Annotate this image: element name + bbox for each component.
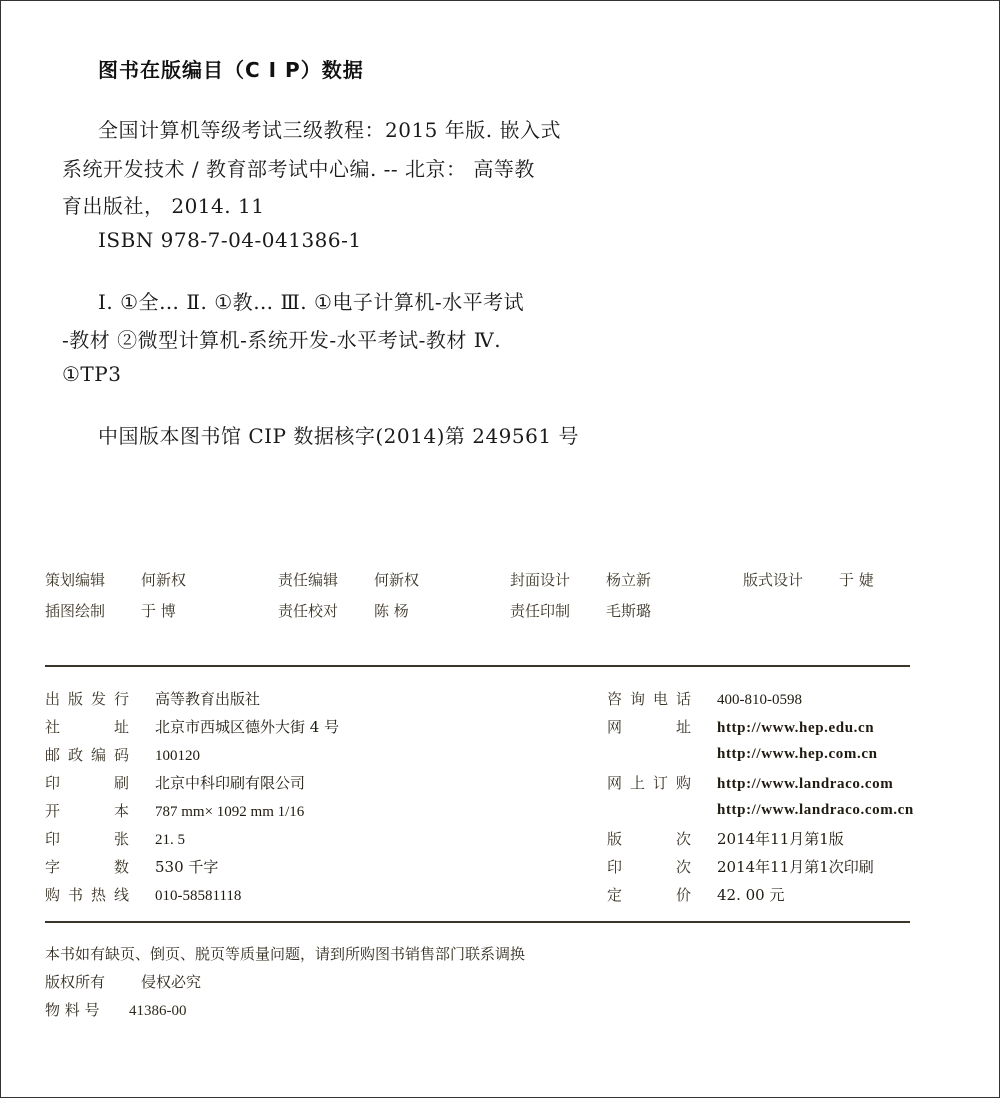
- info-value: 北京市西城区德外大街 4 号: [155, 718, 340, 736]
- credit-label: 策划编辑: [45, 571, 106, 589]
- info-label: 网上订购: [607, 774, 691, 792]
- classification-line-3: ①TP3: [62, 362, 122, 386]
- copyright-line: [45, 971, 201, 992]
- classification-line-1: Ⅰ. ①全… Ⅱ. ①教… Ⅲ. ①电子计算机-水平考试: [98, 290, 525, 314]
- order-link[interactable]: http://www.landraco.com: [717, 776, 894, 792]
- info-label: 出版发行: [45, 690, 129, 708]
- credit-value: 于 博: [141, 602, 176, 620]
- cip-title: 图书在版编目（C I P）数据: [98, 58, 364, 82]
- material-number-line: [45, 999, 187, 1020]
- info-sheets: [45, 828, 185, 849]
- info-label: 咨询电话: [607, 690, 691, 708]
- credit-value: 杨立新: [606, 571, 652, 589]
- info-price: [607, 884, 784, 905]
- credit-label: 责任编辑: [278, 571, 339, 589]
- credit-value: 何新权: [374, 571, 420, 589]
- info-label: 社址: [45, 718, 129, 736]
- info-printing: [607, 856, 874, 877]
- info-label: 邮政编码: [45, 746, 129, 764]
- credit-label: 责任校对: [278, 602, 339, 620]
- credit-illustration: [45, 600, 176, 621]
- cip-verification: 中国版本图书馆 CIP 数据核字(2014)第 249561 号: [98, 424, 579, 448]
- info-label: 购书热线: [45, 886, 129, 904]
- info-word-count: [45, 856, 218, 877]
- info-online-order: [607, 772, 893, 793]
- material-label: 物 料 号: [45, 1001, 100, 1019]
- info-consult-phone: [607, 688, 802, 709]
- classification-line-2: -教材 ②微型计算机-系统开发-水平考试-教材 Ⅳ.: [62, 328, 502, 352]
- info-label: 印次: [607, 858, 691, 876]
- info-publisher: [45, 688, 260, 709]
- info-label: 定价: [607, 886, 691, 904]
- isbn: ISBN 978-7-04-041386-1: [98, 228, 362, 252]
- info-label: 印刷: [45, 774, 129, 792]
- info-edition: [607, 828, 844, 849]
- credit-proofreading: [278, 600, 409, 621]
- credit-cover-design: [510, 569, 651, 590]
- info-postcode: [45, 744, 200, 765]
- credit-value: 毛斯璐: [606, 602, 652, 620]
- website-link[interactable]: http://www.hep.com.cn: [717, 746, 878, 762]
- info-online-order-alt: [607, 800, 914, 819]
- cip-line-1: 全国计算机等级考试三级教程：2015 年版. 嵌入式: [98, 118, 561, 142]
- order-link[interactable]: http://www.landraco.com.cn: [717, 802, 914, 818]
- info-value: 2014年11月第1次印刷: [717, 858, 874, 876]
- info-value: 787 mm× 1092 mm 1/16: [155, 804, 305, 820]
- credit-layout-design: [743, 569, 874, 590]
- info-value: 530 千字: [155, 858, 219, 876]
- credit-value: 何新权: [141, 571, 187, 589]
- info-value: 北京中科印刷有限公司: [155, 774, 306, 792]
- website-link[interactable]: http://www.hep.edu.cn: [717, 720, 875, 736]
- divider-bottom: [45, 921, 910, 923]
- info-value: 400-810-0598: [717, 692, 802, 708]
- info-value: 2014年11月第1版: [717, 830, 844, 848]
- cip-line-3: 育出版社， 2014. 11: [62, 194, 265, 218]
- copyright-value: 侵权必究: [141, 973, 202, 991]
- info-website: [607, 716, 874, 737]
- info-label: 印张: [45, 830, 129, 848]
- info-format: [45, 800, 304, 821]
- credit-label: 版式设计: [743, 571, 804, 589]
- divider-top: [45, 665, 910, 667]
- credit-planning-editor: [45, 569, 186, 590]
- credit-label: 插图绘制: [45, 602, 106, 620]
- info-value: 高等教育出版社: [155, 690, 261, 708]
- info-website-alt: [607, 744, 878, 763]
- info-value: 010-58581118: [155, 888, 242, 904]
- credit-responsible-editor: [278, 569, 419, 590]
- info-value: 100120: [155, 748, 200, 764]
- credit-printing-manager: [510, 600, 651, 621]
- credit-label: 责任印制: [510, 602, 571, 620]
- info-label: 字数: [45, 858, 129, 876]
- info-hotline: [45, 884, 241, 905]
- price-value: 42. 00 元: [717, 886, 785, 904]
- info-value: 21. 5: [155, 832, 185, 848]
- cip-line-2: 系统开发技术 / 教育部考试中心编. -- 北京： 高等教: [62, 157, 535, 181]
- info-label: 开本: [45, 802, 129, 820]
- copyright-label: 版权所有: [45, 973, 106, 991]
- info-label: 网址: [607, 718, 691, 736]
- info-address: [45, 716, 339, 737]
- info-printer: [45, 772, 305, 793]
- credit-value: 于 婕: [839, 571, 874, 589]
- quality-notice: 本书如有缺页、倒页、脱页等质量问题，请到所购图书销售部门联系调换: [45, 945, 526, 963]
- credit-value: 陈 杨: [374, 602, 409, 620]
- credit-label: 封面设计: [510, 571, 571, 589]
- material-value: 41386-00: [129, 1003, 187, 1019]
- info-label: 版次: [607, 830, 691, 848]
